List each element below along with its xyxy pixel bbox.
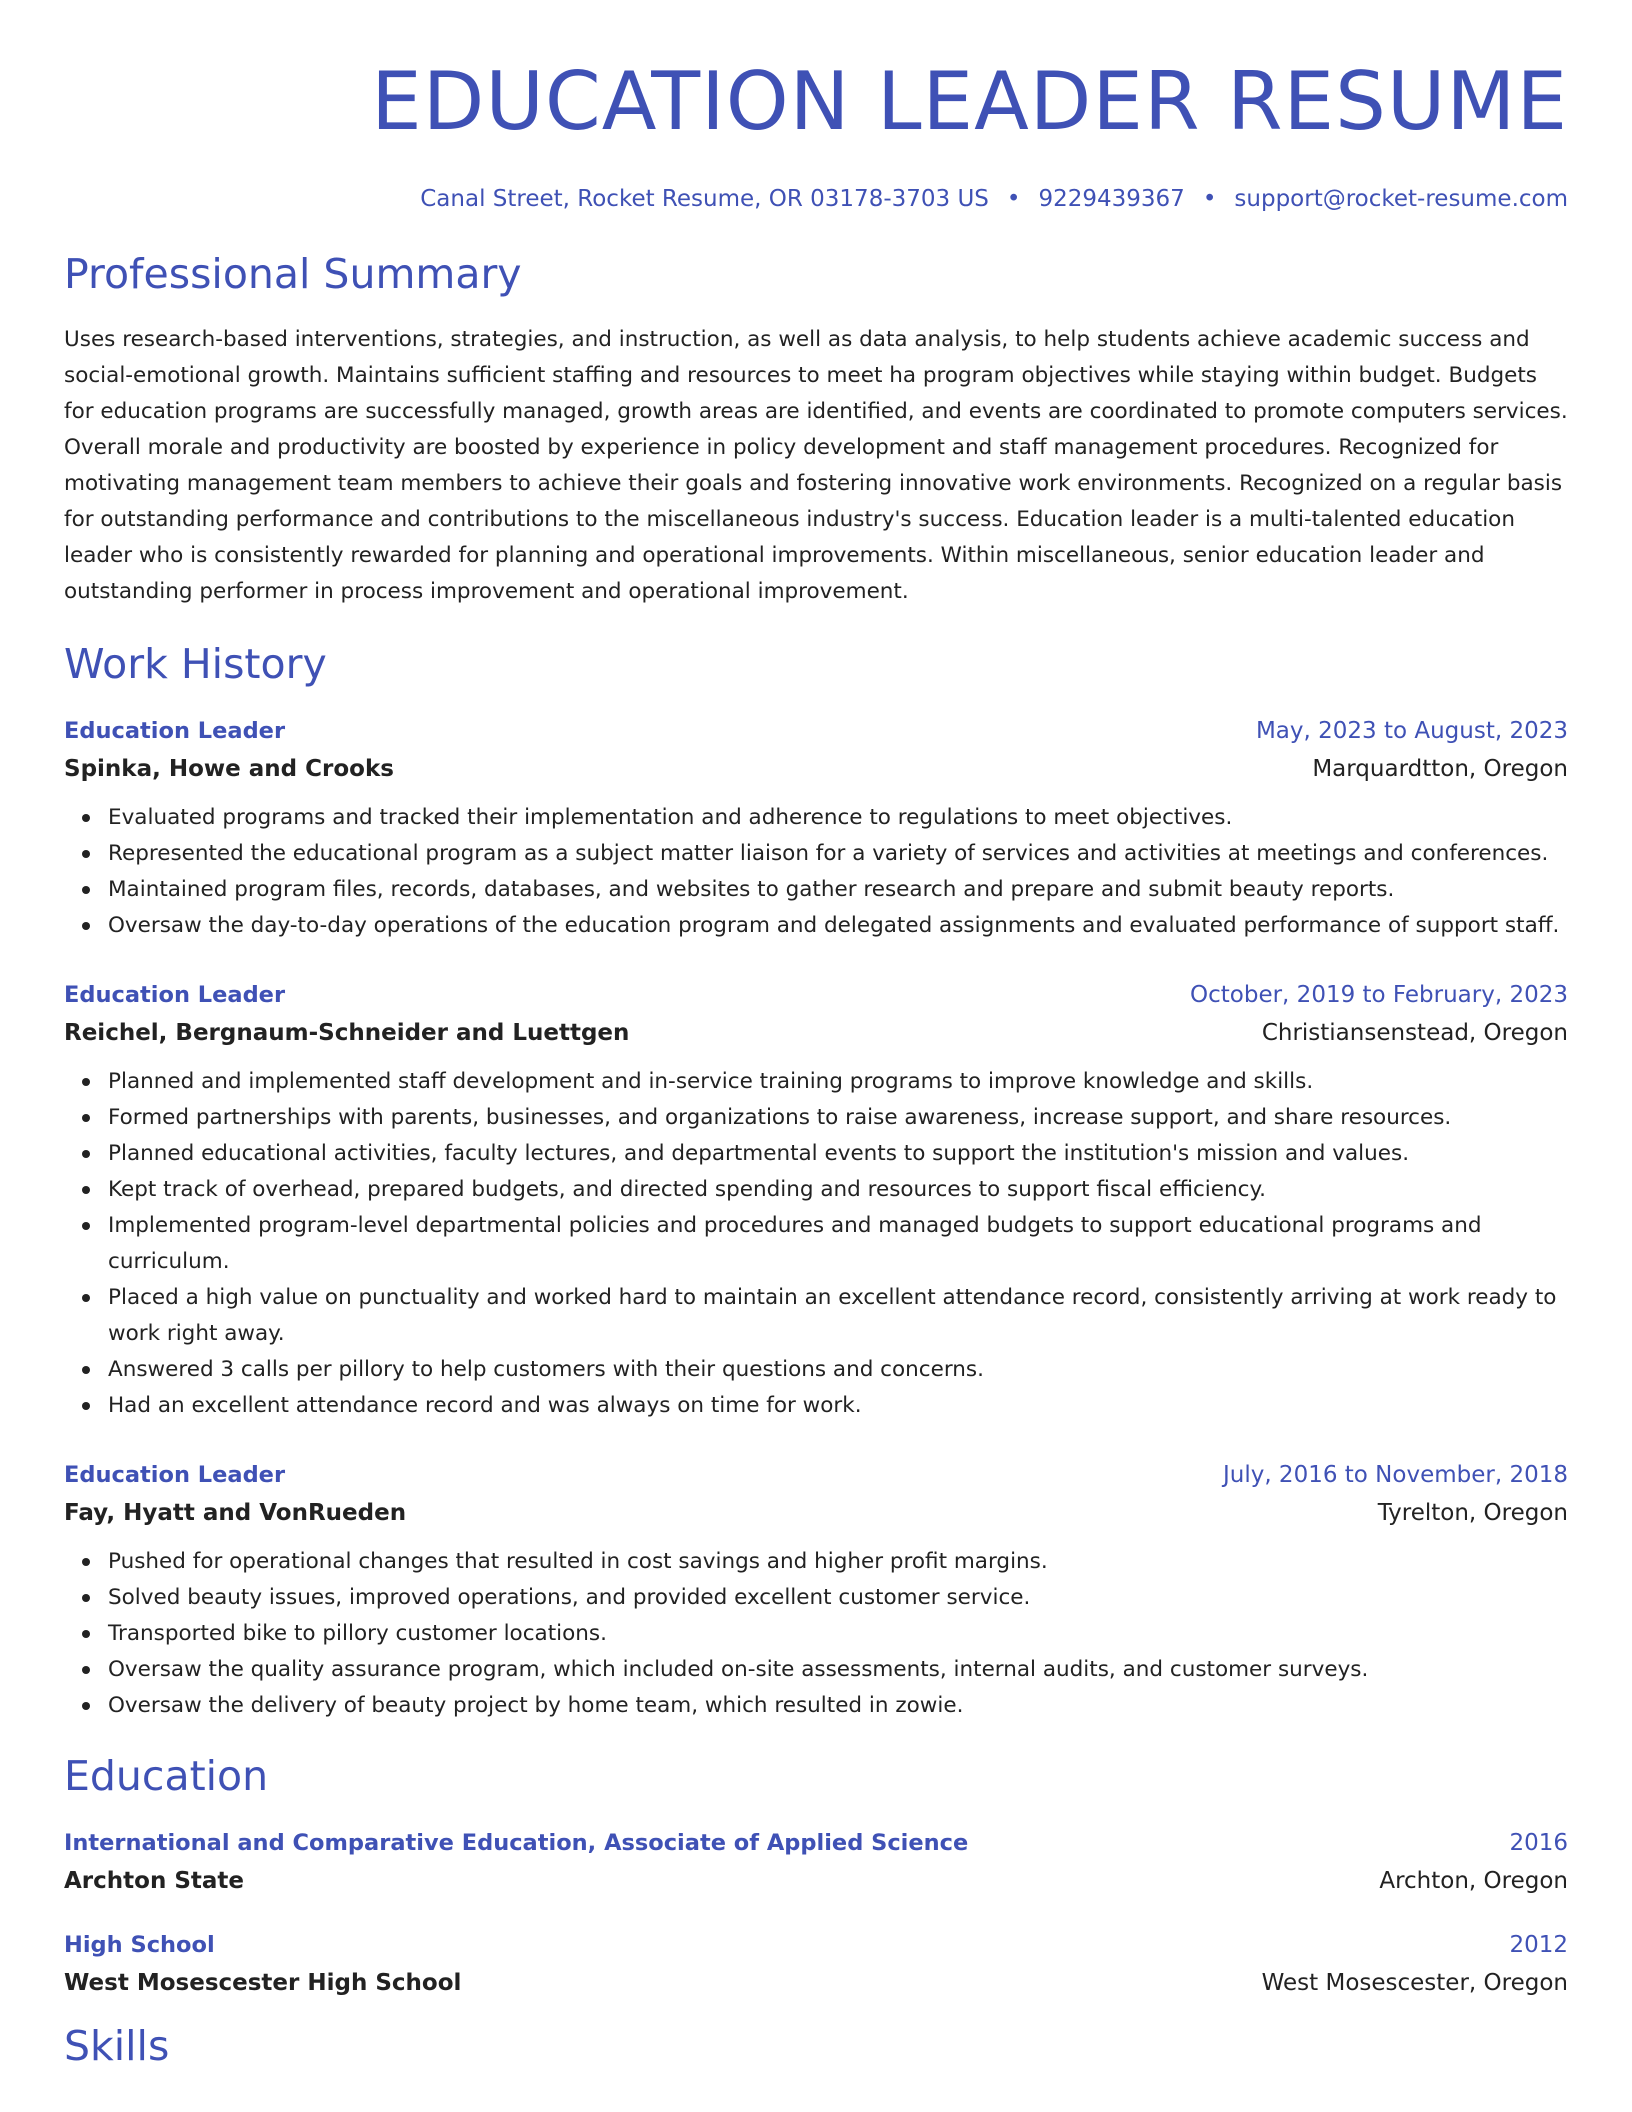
job-role: Education Leader [64, 982, 286, 1008]
skills-heading: Skills [64, 2022, 170, 2070]
job-bullet: Evaluated programs and tracked their implementation and adherence to regulations to meet objectives. [108, 800, 1568, 836]
education-year: 2012 [1509, 1932, 1568, 1958]
job-bullet-list [64, 800, 1568, 944]
job-bullet: Placed a high value on punctuality and worked hard to maintain an excellent attendance record, consistently arriving at work ready to work right away. [108, 1280, 1568, 1352]
education-section [64, 1750, 1568, 2002]
job-company: Fay, Hyatt and VonRueden [64, 1500, 407, 1526]
work-history-section [64, 638, 1568, 1724]
job-bullet: Solved beauty issues, improved operations, and provided excellent customer service. [108, 1580, 1568, 1616]
summary-section [64, 248, 1568, 610]
contact-line [64, 184, 1568, 214]
job-entry [64, 1456, 1568, 1724]
job-entry [64, 712, 1568, 944]
job-entry [64, 976, 1568, 1424]
job-bullet: Implemented program-level departmental policies and procedures and managed budgets to support educational programs and curriculum. [108, 1208, 1568, 1280]
education-entry [64, 1926, 1568, 2002]
job-bullet: Maintained program files, records, databases, and websites to gather research and prepare and submit beauty reports. [108, 872, 1568, 908]
summary-text: Uses research-based interventions, strategies, and instruction, as well as data analysis, to help students achieve academic success and social-emotional growth. Maintains sufficient staffing and resources to meet ha program objectives while staying within budget. Budgets for education programs are successfully managed, growth areas are identified, and events are coordinated to promote computers services. Overall morale and productivity are boosted by experience in policy development and staff management procedures. Recognized for motivating management team members to achieve their goals and fostering innovative work environments. Recognized on a regular basis for outstanding performance and contributions to the miscellaneous industry's success. Education leader is a multi-talented education leader who is consistently rewarded for planning and operational improvements. Within miscellaneous, senior education leader and outstanding performer in process improvement and operational improvement. [64, 327, 1568, 604]
job-dates: October, 2019 to February, 2023 [1190, 982, 1568, 1008]
education-degree: High School [64, 1932, 215, 1958]
education-year: 2016 [1509, 1830, 1568, 1856]
education-school-row [64, 1862, 1568, 1900]
job-bullet-list [64, 1064, 1568, 1424]
job-bullet: Planned and implemented staff development and in-service training programs to improve knowledge and skills. [108, 1064, 1568, 1100]
job-location: Marquardtton, Oregon [1312, 756, 1568, 782]
job-role: Education Leader [64, 718, 286, 744]
job-bullet: Oversaw the quality assurance program, which included on-site assessments, internal audits, and customer surveys. [108, 1652, 1568, 1688]
education-school: Archton State [64, 1868, 245, 1894]
job-location: Tyrelton, Oregon [1377, 1500, 1568, 1526]
contact-email: support@rocket-resume.com [1234, 186, 1568, 212]
job-dates: July, 2016 to November, 2018 [1222, 1462, 1568, 1488]
job-location: Christiansenstead, Oregon [1261, 1020, 1568, 1046]
education-location: Archton, Oregon [1379, 1868, 1568, 1894]
job-title-row [64, 1456, 1568, 1494]
skills-section [64, 2020, 1568, 2072]
resume-header [64, 0, 1568, 214]
job-bullet: Planned educational activities, faculty lectures, and departmental events to support the institution's mission and values. [108, 1136, 1568, 1172]
job-bullet: Formed partnerships with parents, businesses, and organizations to raise awareness, increase support, and share resources. [108, 1100, 1568, 1136]
resume-title: EDUCATION LEADER RESUME [371, 55, 1568, 148]
job-bullet: Oversaw the day-to-day operations of the education program and delegated assignments and evaluated performance of support staff. [108, 908, 1568, 944]
summary-heading: Professional Summary [64, 250, 522, 298]
job-company-row [64, 750, 1568, 788]
job-company: Reichel, Bergnaum-Schneider and Luettgen [64, 1020, 630, 1046]
job-bullet-list [64, 1544, 1568, 1724]
education-degree-row [64, 1824, 1568, 1862]
education-school: West Mosescester High School [64, 1970, 462, 1996]
education-location: West Mosescester, Oregon [1261, 1970, 1568, 1996]
education-heading: Education [64, 1752, 269, 1800]
job-bullet: Had an excellent attendance record and was always on time for work. [108, 1388, 1568, 1424]
job-company: Spinka, Howe and Crooks [64, 756, 394, 782]
job-company-row [64, 1494, 1568, 1532]
job-title-row [64, 976, 1568, 1014]
education-degree: International and Comparative Education, Associate of Applied Science [64, 1830, 969, 1856]
education-school-row [64, 1964, 1568, 2002]
job-bullet: Kept track of overhead, prepared budgets, and directed spending and resources to support fiscal efficiency. [108, 1172, 1568, 1208]
job-title-row [64, 712, 1568, 750]
contact-separator: • [1006, 186, 1021, 212]
education-entry [64, 1824, 1568, 1900]
job-bullet: Pushed for operational changes that resulted in cost savings and higher profit margins. [108, 1544, 1568, 1580]
contact-separator: • [1202, 186, 1217, 212]
job-bullet: Answered 3 calls per pillory to help customers with their questions and concerns. [108, 1352, 1568, 1388]
job-bullet: Oversaw the delivery of beauty project by home team, which resulted in zowie. [108, 1688, 1568, 1724]
job-dates: May, 2023 to August, 2023 [1255, 718, 1568, 744]
contact-phone: 9229439367 [1038, 186, 1185, 212]
contact-address: Canal Street, Rocket Resume, OR 03178-3703 US [420, 186, 989, 212]
education-degree-row [64, 1926, 1568, 1964]
job-role: Education Leader [64, 1462, 286, 1488]
job-company-row [64, 1014, 1568, 1052]
job-bullet: Represented the educational program as a subject matter liaison for a variety of services and activities at meetings and conferences. [108, 836, 1568, 872]
job-bullet: Transported bike to pillory customer locations. [108, 1616, 1568, 1652]
work-history-heading: Work History [64, 640, 327, 688]
